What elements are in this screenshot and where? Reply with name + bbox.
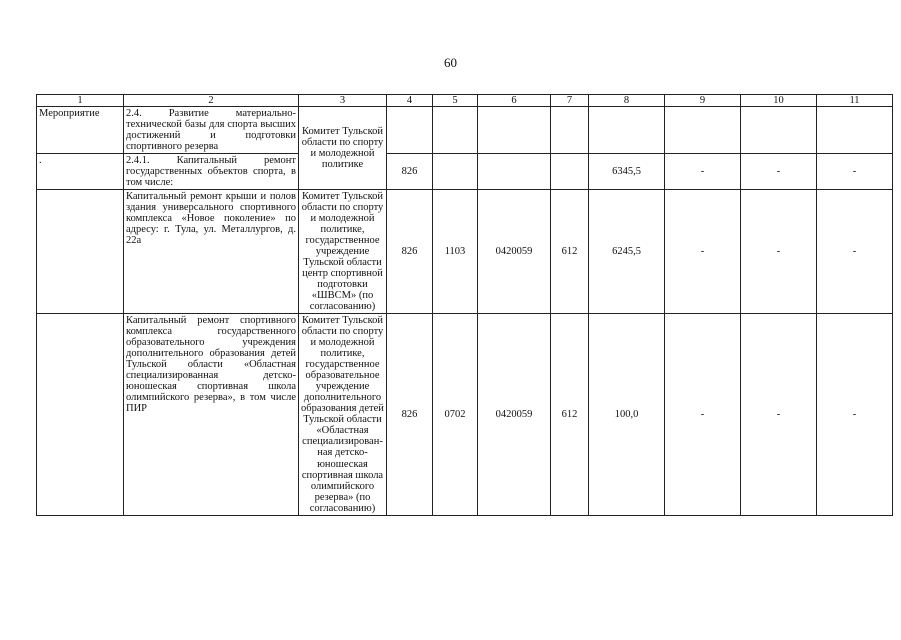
row-mark: . xyxy=(37,154,124,190)
header-cell: 3 xyxy=(299,95,387,107)
cell-value: - xyxy=(741,190,817,314)
row-type: Мероприятие xyxy=(37,107,124,154)
executor-cell: Комитет Тульской области по спорту и молодежной политике, государственное учреждение Тульской области центр спортивной подготовки «ШВСМ» (по согласованию) xyxy=(299,190,387,314)
cell-value: 612 xyxy=(551,190,589,314)
program-table xyxy=(36,94,893,516)
cell-value: 1103 xyxy=(433,190,478,314)
cell-value: - xyxy=(741,314,817,515)
header-cell: 5 xyxy=(433,95,478,107)
cell-value: 826 xyxy=(387,314,433,515)
cell-value: - xyxy=(665,314,741,515)
cell-value: - xyxy=(817,154,893,190)
table-row xyxy=(37,190,893,314)
header-cell: 4 xyxy=(387,95,433,107)
cell-value: - xyxy=(741,154,817,190)
cell-value: - xyxy=(817,190,893,314)
table-row xyxy=(37,314,893,515)
cell-value: 826 xyxy=(387,154,433,190)
header-row xyxy=(37,95,893,107)
cell-value: 6345,5 xyxy=(589,154,665,190)
executor-cell: Комитет Тульской области по спорту и молодежной политике xyxy=(299,107,387,190)
executor-cell: Комитет Тульской области по спорту и молодежной политике, государственное образовательное учреждение дополнительного образования детей Тульской области «Областная специализирован-ная детско-юношеская спортивная школа олимпийского резерва» (по согласованию) xyxy=(299,314,387,515)
header-cell: 6 xyxy=(478,95,551,107)
header-cell: 9 xyxy=(665,95,741,107)
measure-name: Капитальный ремонт крыши и полов здания универсального спортивного комплекса «Новое поколение» по адресу: г. Тула, ул. Металлургов, д. 22а xyxy=(124,190,299,314)
cell-value: - xyxy=(665,190,741,314)
cell-value: 826 xyxy=(387,190,433,314)
page-number: 60 xyxy=(444,55,457,70)
table-row xyxy=(37,107,893,154)
cell-value: 0702 xyxy=(433,314,478,515)
header-cell: 8 xyxy=(589,95,665,107)
cell-value: 612 xyxy=(551,314,589,515)
cell-value: 0420059 xyxy=(478,190,551,314)
header-cell: 1 xyxy=(37,95,124,107)
cell-value: 0420059 xyxy=(478,314,551,515)
header-cell: 2 xyxy=(124,95,299,107)
header-cell: 11 xyxy=(817,95,893,107)
measure-name: 2.4.1. Капитальный ремонт государственных объектов спорта, в том числе: xyxy=(124,154,299,190)
table-row xyxy=(37,154,893,190)
cell-value: 100,0 xyxy=(589,314,665,515)
cell-value: - xyxy=(817,314,893,515)
header-cell: 7 xyxy=(551,95,589,107)
measure-name: Капитальный ремонт спортивного комплекса государственного образовательного учреждения дополнительного образования детей Тульской области «Областная специализированная детско-юношеская спортивная школа олимпийского резерва», в том числе ПИР xyxy=(124,314,299,515)
header-cell: 10 xyxy=(741,95,817,107)
cell-value: - xyxy=(665,154,741,190)
cell-value: 6245,5 xyxy=(589,190,665,314)
measure-name: 2.4. Развитие материально-технической базы для спорта высших достижений и подготовки спортивного резерва xyxy=(124,107,299,154)
